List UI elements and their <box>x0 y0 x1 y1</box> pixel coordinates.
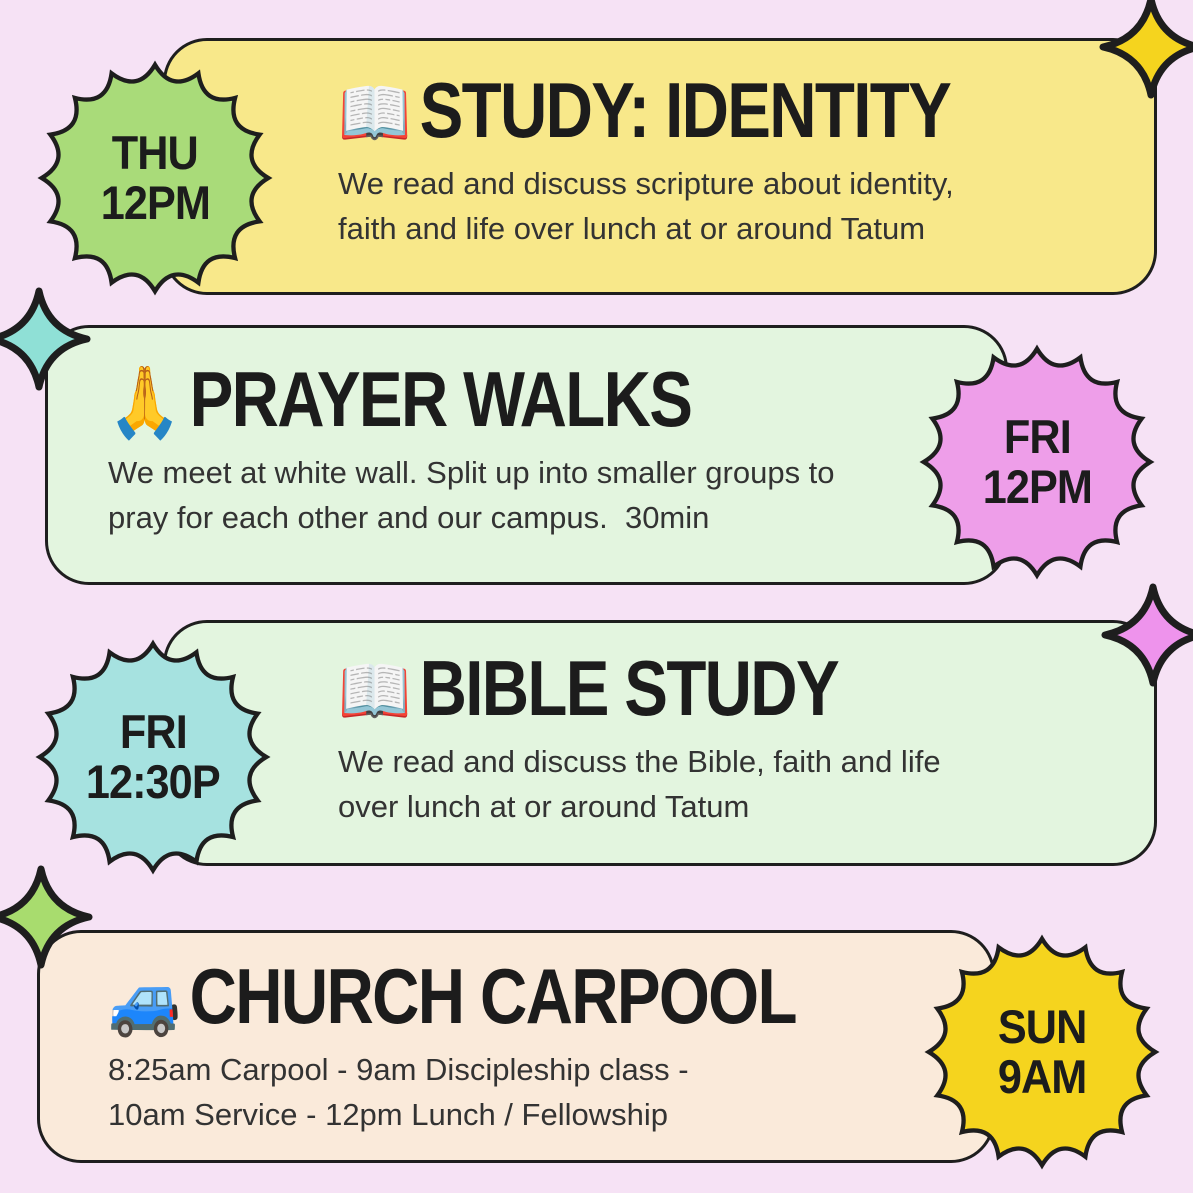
event-title-text: PRAYER WALKS <box>189 355 692 443</box>
badge-label <box>33 637 273 877</box>
badge-day: FRI <box>119 705 187 759</box>
event-title-bible-study <box>338 644 838 732</box>
event-card-bible-study <box>163 620 1157 866</box>
event-description <box>108 450 975 542</box>
description-line: faith and life over lunch at or around Tatum <box>338 211 926 247</box>
badge-time: 12PM <box>100 176 210 229</box>
badge-label <box>917 342 1157 582</box>
sparkle-icon <box>1092 0 1193 106</box>
blue-car-emoji: 🚙 <box>108 960 182 1038</box>
event-title-text: STUDY: IDENTITY <box>419 66 951 154</box>
badge-day: THU <box>111 126 199 180</box>
sparkle-icon <box>0 280 98 398</box>
badge-fri-1230p <box>33 637 273 877</box>
description-line: 8:25am Carpool - 9am Discipleship class - <box>108 1051 689 1087</box>
badge-time: 12:30P <box>86 755 220 808</box>
badge-thu-12pm <box>35 58 275 298</box>
event-title-prayer-walks <box>108 355 692 443</box>
badge-label <box>35 58 275 298</box>
event-title-church-carpool <box>108 952 796 1040</box>
event-card-prayer-walks <box>45 325 1008 585</box>
event-description <box>108 1047 962 1139</box>
badge-day: SUN <box>997 1000 1087 1054</box>
open-book-emoji: 📖 <box>338 74 412 152</box>
sparkle-icon <box>0 858 100 976</box>
badge-time: 12PM <box>982 460 1092 513</box>
description-line: 10am Service - 12pm Lunch / Fellowship <box>108 1097 668 1133</box>
badge-label <box>922 932 1162 1172</box>
praying-hands-emoji: 🙏 <box>108 363 182 441</box>
event-description <box>338 739 1124 831</box>
description-line: pray for each other and our campus. 30min <box>108 500 710 536</box>
badge-day: FRI <box>1003 410 1071 464</box>
event-card-study-identity <box>163 38 1157 295</box>
badge-sun-9am <box>922 932 1162 1172</box>
sparkle-icon <box>1094 576 1193 694</box>
event-title-study-identity <box>338 66 951 154</box>
description-line: over lunch at or around Tatum <box>338 789 750 825</box>
event-title-text: BIBLE STUDY <box>419 644 838 732</box>
open-book-emoji: 📖 <box>338 652 412 730</box>
event-title-text: CHURCH CARPOOL <box>189 952 796 1040</box>
event-description <box>338 161 1124 253</box>
description-line: We meet at white wall. Split up into smaller groups to <box>108 454 835 490</box>
description-line: We read and discuss scripture about identity, <box>338 165 954 201</box>
event-card-church-carpool <box>37 930 995 1163</box>
badge-time: 9AM <box>997 1050 1087 1103</box>
description-line: We read and discuss the Bible, faith and life <box>338 743 941 779</box>
badge-fri-12pm <box>917 342 1157 582</box>
